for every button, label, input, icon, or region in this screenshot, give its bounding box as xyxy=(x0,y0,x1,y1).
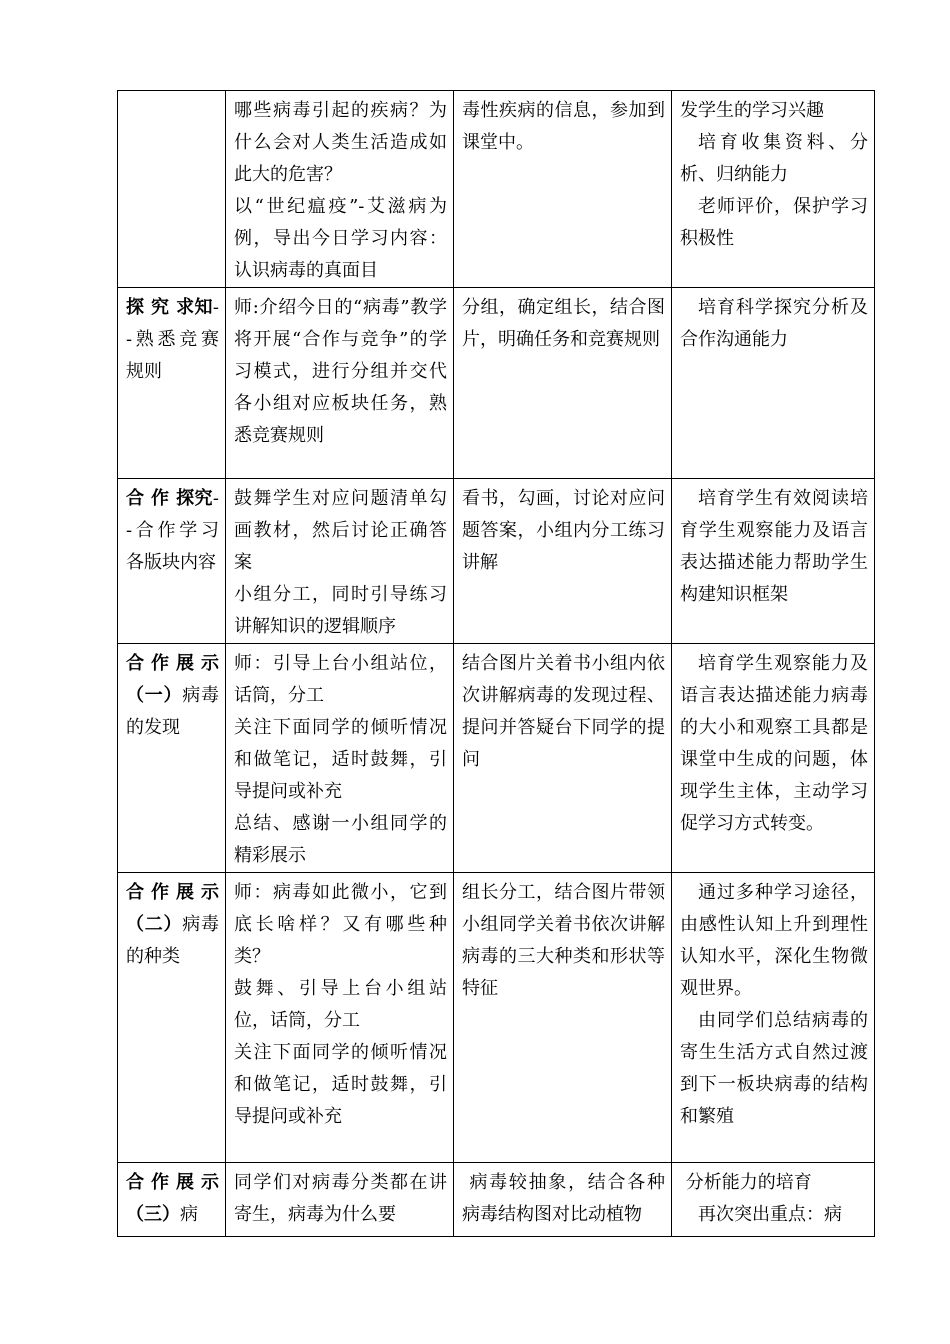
teacher-activity-text: 同学们对病毒分类都在讲寄生，病毒为什么要 xyxy=(234,1172,447,1225)
teacher-activity-text: 师：引导上台小组站位，话筒，分工 xyxy=(234,653,447,706)
design-intent-cell xyxy=(672,288,875,479)
table-row xyxy=(118,644,875,873)
design-intent-cell xyxy=(672,479,875,644)
student-activity-text: 结合图片关着书小组内依次讲解病毒的发现过程、提问并答疑台下同学的提问 xyxy=(462,653,665,770)
table-row xyxy=(118,873,875,1163)
student-activity-cell xyxy=(454,873,672,1163)
stage-cell xyxy=(118,1163,226,1237)
teacher-activity-cell xyxy=(226,288,454,479)
table-body xyxy=(118,91,875,1237)
design-intent-text: 发学生的学习兴趣 xyxy=(680,100,824,121)
stage-cell xyxy=(118,91,226,288)
student-activity-cell xyxy=(454,479,672,644)
table-row xyxy=(118,479,875,644)
stage-cell xyxy=(118,644,226,873)
teacher-activity-text: 师：病毒如此微小，它到底长啥样？又有哪些种类？ xyxy=(234,882,447,967)
student-activity-text: 病毒较抽象，结合各种病毒结构图对比动植物 xyxy=(462,1172,665,1225)
stage-title: 合作展示（一） xyxy=(126,653,219,706)
table-row xyxy=(118,91,875,288)
design-intent-cell xyxy=(672,644,875,873)
stage-title: 合作展示（三） xyxy=(126,1172,219,1225)
design-intent-text: 培育收集资料、分析、归纳能力 xyxy=(680,132,868,185)
student-activity-text: 分组，确定组长，结合图片，明确任务和竞赛规则 xyxy=(462,297,665,350)
design-intent-text: 培育学生观察能力及语言表达描述能力病毒的大小和观察工具都是课堂中生成的问题，体现学生主体，主动学习促学习方式转变。 xyxy=(680,653,868,834)
student-activity-text: 组长分工，结合图片带领小组同学关着书依次讲解病毒的三大种类和形状等特征 xyxy=(462,882,665,999)
stage-subtitle: 病毒的种类 xyxy=(126,914,219,967)
design-intent-text: 通过多种学习途径，由感性认知上升到理性认知水平，深化生物微观世界。 xyxy=(680,882,868,999)
lesson-plan-table xyxy=(117,90,875,1237)
design-intent-text: 老师评价，保护学习积极性 xyxy=(680,196,868,249)
teacher-activity-text: 鼓舞、引导上台小组站位，话筒，分工 xyxy=(234,978,447,1031)
teacher-activity-text: 鼓舞学生对应问题清单勾画教材，然后讨论正确答案 xyxy=(234,488,447,573)
teacher-activity-text: 哪些病毒引起的疾病？为什么会对人类生活造成如此大的危害？ xyxy=(234,100,447,185)
design-intent-cell xyxy=(672,1163,875,1237)
teacher-activity-cell xyxy=(226,479,454,644)
teacher-activity-text: 小组分工，同时引导练习讲解知识的逻辑顺序 xyxy=(234,584,447,637)
teacher-activity-text: 师:介绍今日的“病毒”教学将开展“合作与竞争”的学习模式，进行分组并交代各小组对应板块任务，熟悉竞赛规则 xyxy=(234,297,447,446)
teacher-activity-cell xyxy=(226,91,454,288)
student-activity-cell xyxy=(454,644,672,873)
teacher-activity-text: 总结、感谢一小组同学的精彩展示 xyxy=(234,813,447,866)
table-row xyxy=(118,1163,875,1237)
stage-subtitle: 病毒的发现 xyxy=(126,685,219,738)
teacher-activity-cell xyxy=(226,1163,454,1237)
design-intent-text: 培育学生有效阅读培育学生观察能力及语言表达描述能力帮助学生构建知识框架 xyxy=(680,488,868,605)
teacher-activity-text: 关注下面同学的倾听情况和做笔记，适时鼓舞，引导提问或补充 xyxy=(234,1042,447,1127)
stage-subtitle: 病 xyxy=(180,1204,198,1225)
student-activity-cell xyxy=(454,1163,672,1237)
stage-title: 合 作 探究 xyxy=(126,488,213,509)
student-activity-text: 毒性疾病的信息，参加到课堂中。 xyxy=(462,100,665,153)
design-intent-text: 再次突出重点：病 xyxy=(698,1204,842,1225)
stage-subtitle: --合作学习各版块内容 xyxy=(126,488,219,573)
design-intent-text: 由同学们总结病毒的寄生生活方式自然过渡到下一板块病毒的结构和繁殖 xyxy=(680,1010,868,1127)
stage-cell xyxy=(118,479,226,644)
stage-title: 合作展示（二） xyxy=(126,882,219,935)
stage-title: 探 究 求知 xyxy=(126,297,213,318)
teacher-activity-text: 关注下面同学的倾听情况和做笔记，适时鼓舞，引导提问或补充 xyxy=(234,717,447,802)
student-activity-cell xyxy=(454,288,672,479)
stage-cell xyxy=(118,288,226,479)
design-intent-text: 分析能力的培育 xyxy=(680,1172,812,1193)
teacher-activity-cell xyxy=(226,644,454,873)
student-activity-text: 看书，勾画，讨论对应问题答案，小组内分工练习讲解 xyxy=(462,488,665,573)
table-row xyxy=(118,288,875,479)
stage-cell xyxy=(118,873,226,1163)
design-intent-cell xyxy=(672,873,875,1163)
stage-subtitle: --熟悉竞赛规则 xyxy=(126,297,219,382)
teacher-activity-cell xyxy=(226,873,454,1163)
teacher-activity-text: 以“世纪瘟疫”-艾滋病为例，导出今日学习内容：认识病毒的真面目 xyxy=(234,196,447,281)
student-activity-cell xyxy=(454,91,672,288)
design-intent-cell xyxy=(672,91,875,288)
design-intent-text: 培育科学探究分析及合作沟通能力 xyxy=(680,297,868,350)
